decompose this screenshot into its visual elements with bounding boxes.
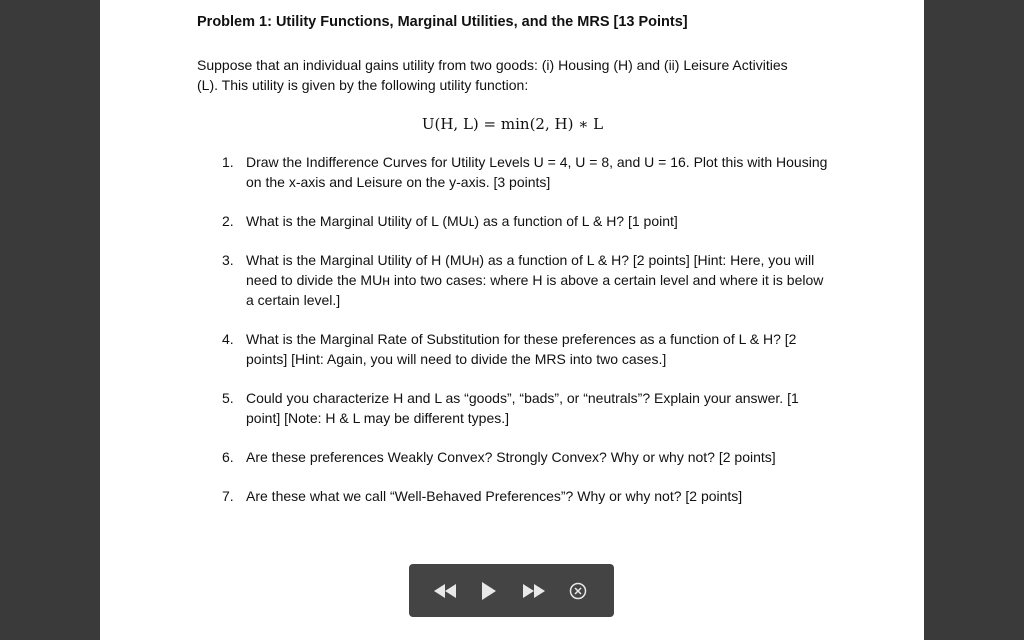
question-number: 1. bbox=[222, 154, 234, 170]
question-text: What is the Marginal Rate of Substitution for these preferences as a function of L & H? [2 points] [Hint: Again, you will need to divide the MRS into two cases.] bbox=[246, 331, 797, 367]
play-button[interactable] bbox=[474, 576, 504, 606]
question-item bbox=[197, 250, 828, 310]
rewind-icon bbox=[433, 584, 457, 598]
question-number: 6. bbox=[222, 449, 234, 465]
question-list bbox=[197, 152, 828, 506]
question-text: Draw the Indifference Curves for Utility Levels U = 4, U = 8, and U = 16. Plot this with Housing on the x-axis and Leisure on the y-axis. [3 points] bbox=[246, 154, 828, 190]
question-number: 7. bbox=[222, 488, 234, 504]
document-page bbox=[100, 0, 924, 640]
question-text: Are these preferences Weakly Convex? Strongly Convex? Why or why not? [2 points] bbox=[246, 449, 776, 465]
question-item bbox=[197, 211, 828, 231]
media-player-controls bbox=[409, 564, 614, 617]
question-number: 2. bbox=[222, 213, 234, 229]
question-item bbox=[197, 329, 828, 369]
play-icon bbox=[481, 582, 497, 600]
question-number: 3. bbox=[222, 252, 234, 268]
rewind-button[interactable] bbox=[430, 576, 460, 606]
intro-paragraph bbox=[197, 55, 828, 95]
question-text: What is the Marginal Utility of L (MUʟ) as a function of L & H? [1 point] bbox=[246, 213, 678, 229]
question-item bbox=[197, 486, 828, 506]
intro-line-2: (L). This utility is given by the following utility function: bbox=[197, 77, 529, 93]
question-number: 4. bbox=[222, 331, 234, 347]
question-text: What is the Marginal Utility of H (MUʜ) as a function of L & H? [2 points] [Hint: Here, you will need to divide the MUʜ into two cases: where H is above a certain level and where it is below a certain level.] bbox=[246, 252, 824, 308]
question-item bbox=[197, 388, 828, 428]
question-item bbox=[197, 447, 828, 467]
question-text: Could you characterize H and L as “goods”, “bads”, or “neutrals”? Explain your answer. [1 point] [Note: H & L may be different types.] bbox=[246, 390, 799, 426]
utility-equation: U(H, L) = min(2, H) ∗ L bbox=[421, 115, 604, 133]
problem-title: Problem 1: Utility Functions, Marginal Utilities, and the MRS [13 Points] bbox=[197, 14, 688, 30]
close-icon bbox=[569, 582, 587, 600]
question-number: 5. bbox=[222, 390, 234, 406]
question-item bbox=[197, 152, 828, 192]
intro-line-1: Suppose that an individual gains utility from two goods: (i) Housing (H) and (ii) Leisure Activities bbox=[197, 57, 788, 73]
fast-forward-icon bbox=[522, 584, 546, 598]
fast-forward-button[interactable] bbox=[519, 576, 549, 606]
question-text: Are these what we call “Well-Behaved Preferences”? Why or why not? [2 points] bbox=[246, 488, 743, 504]
close-button[interactable] bbox=[563, 576, 593, 606]
